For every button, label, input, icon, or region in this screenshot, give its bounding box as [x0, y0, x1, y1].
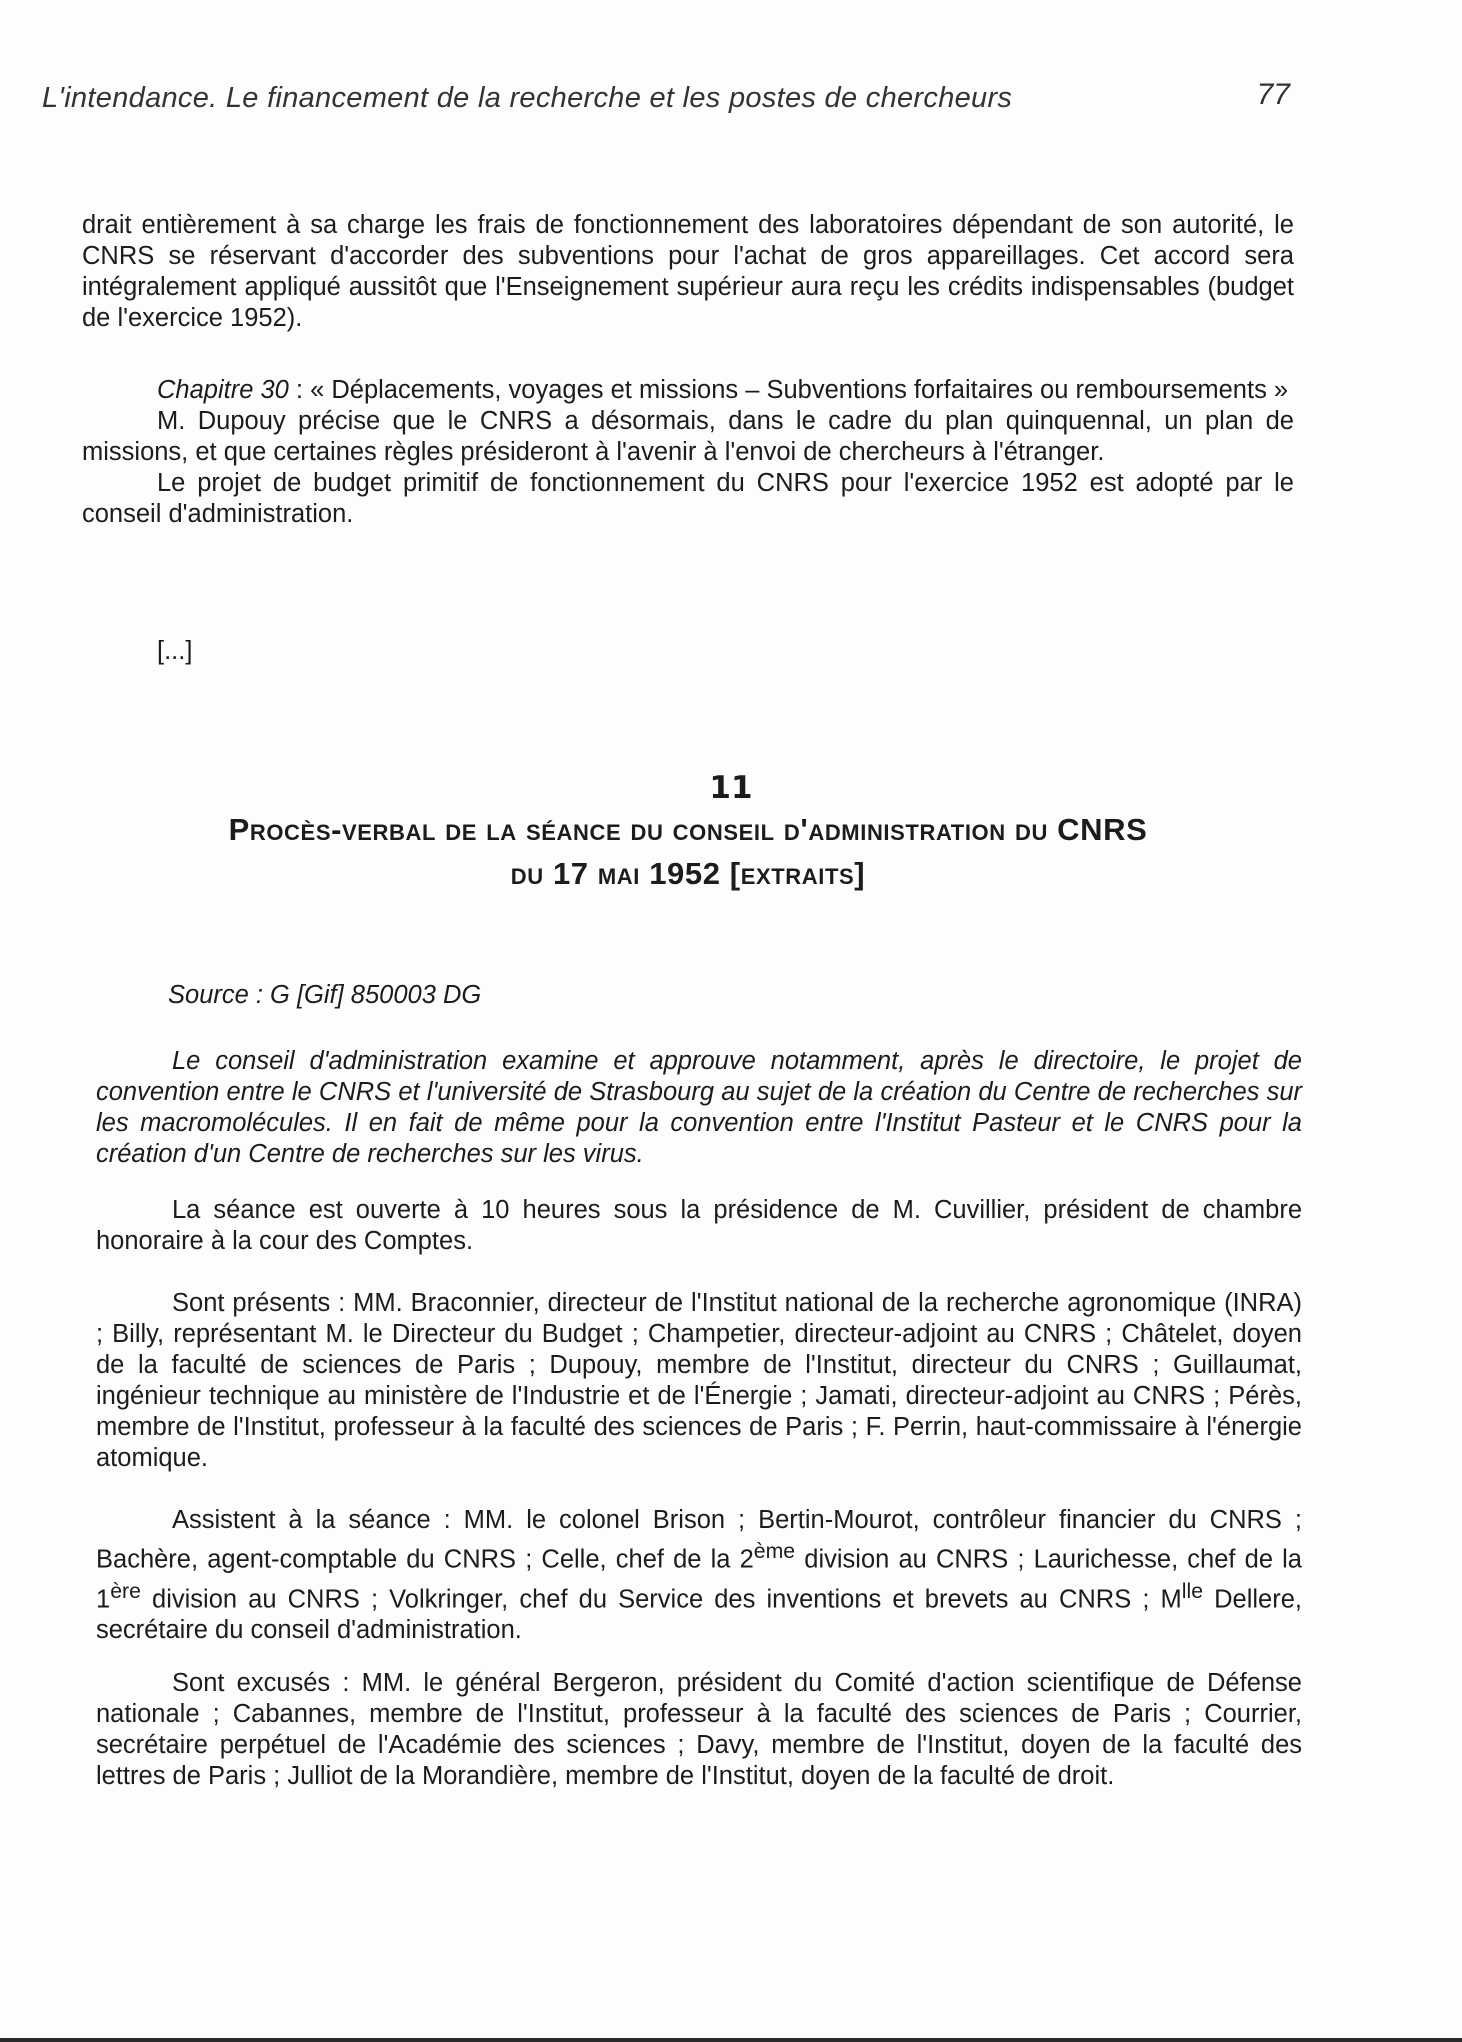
assistent-paragraph [96, 1505, 1302, 1646]
assistent-part-a: Assistent à la séance : MM. le colonel Brison ; Bertin-Mourot, contrôleur financier du CNRS ; Bachère, agent-comptable du CNRS ; Celle, chef de la 2 [96, 1506, 1302, 1574]
page-number: 77 [1256, 78, 1290, 111]
chapter-title: : « Déplacements, voyages et missions – Subventions forfaitaires ou remboursements » [288, 376, 1289, 404]
assistent-part-d: Dellere, secrétaire du conseil d'administration. [96, 1585, 1302, 1644]
chapter-label: Chapitre 30 [157, 376, 289, 404]
section-number: 11 [709, 770, 753, 806]
scan-bottom-edge [0, 2038, 1462, 2042]
presents-text: Sont présents : MM. Braconnier, directeur de l'Institut national de la recherche agronomique (INRA) ; Billy, représentant M. le Directeur du Budget ; Champetier, directeur-adjoint au CNRS ; Châtelet, doyen de la faculté de sciences de Paris ; Dupouy, membre de l'Institut, directeur du CNRS ; Guillaumat, ingénieur technique au ministère de l'Industrie et de l'Énergie ; Jamati, directeur-adjoint au CNRS ; Pérès, membre de l'Institut, professeur à la faculté des sciences de Paris ; F. Perrin, haut-commissaire à l'énergie atomique. [96, 1289, 1302, 1472]
paragraph-text: drait entièrement à sa charge les frais de fonctionnement des laboratoires dépendant de son autorité, le CNRS se réservant d'accorder des subventions pour l'achat de gros appareillages. Cet accord sera intégralement appliqué aussitôt que l'Enseignement supérieur aura reçu les crédits indispensables (budget de l'exercice 1952). [82, 211, 1294, 332]
summary-text: Le conseil d'administration examine et approuve notamment, après le directoire, le projet de convention entre le CNRS et l'université de Strasbourg au sujet de la création du Centre de recherches sur les macromolécules. Il en fait de même pour la convention entre l'Institut Pasteur et le CNRS pour la création d'un Centre de recherches sur les virus. [96, 1047, 1302, 1168]
section-title-line1: Procès-verbal de la séance du conseil d'administration du CNRS [228, 812, 1148, 847]
source-reference: Source : G [Gif] 850003 DG [168, 981, 482, 1009]
seance-paragraph [96, 1195, 1302, 1257]
excuses-text: Sont excusés : MM. le général Bergeron, président du Comité d'action scientifique de Défense nationale ; Cabannes, membre de l'Institut, professeur à la faculté des sciences de Paris ; Courrier, secrétaire perpétuel de l'Académie des sciences ; Davy, membre de l'Institut, doyen de la faculté des lettres de Paris ; Julliot de la Morandière, membre de l'Institut, doyen de la faculté de droit. [96, 1669, 1302, 1790]
assistent-part-c: division au CNRS ; Volkringer, chef du Service des inventions et brevets au CNRS ; M [140, 1585, 1182, 1613]
ellipsis-block [82, 636, 1294, 667]
chapter-heading [82, 375, 1294, 406]
seance-text: La séance est ouverte à 10 heures sous la présidence de M. Cuvillier, président de chambre honoraire à la cour des Comptes. [96, 1196, 1302, 1255]
chapter-section [82, 375, 1294, 530]
presents-paragraph [96, 1288, 1302, 1474]
paragraph-projet: Le projet de budget primitif de fonctionnement du CNRS pour l'exercice 1952 est adopté par le conseil d'administration. [82, 469, 1294, 528]
superscript-lle: lle [1181, 1578, 1204, 1603]
paragraph-continuation [82, 210, 1294, 334]
ellipsis: [...] [157, 637, 193, 665]
section-title [82, 808, 1294, 896]
summary-paragraph [96, 1046, 1302, 1170]
assistent-text [96, 1505, 1302, 1646]
section-title-line2: du 17 mai 1952 [extraits] [510, 856, 866, 891]
excuses-paragraph [96, 1668, 1302, 1792]
assistent-part-b: division au CNRS ; Laurichesse, chef de la 1 [96, 1545, 1302, 1613]
superscript-ere: ère [110, 1578, 141, 1603]
paragraph-dupouy: M. Dupouy précise que le CNRS a désormais, dans le cadre du plan quinquennal, un plan de missions, et que certaines règles présideront à l'avenir à l'envoi de chercheurs à l'étranger. [82, 407, 1294, 466]
superscript-eme: ème [753, 1539, 796, 1563]
running-header: L'intendance. Le financement de la recherche et les postes de chercheurs [42, 82, 1013, 114]
